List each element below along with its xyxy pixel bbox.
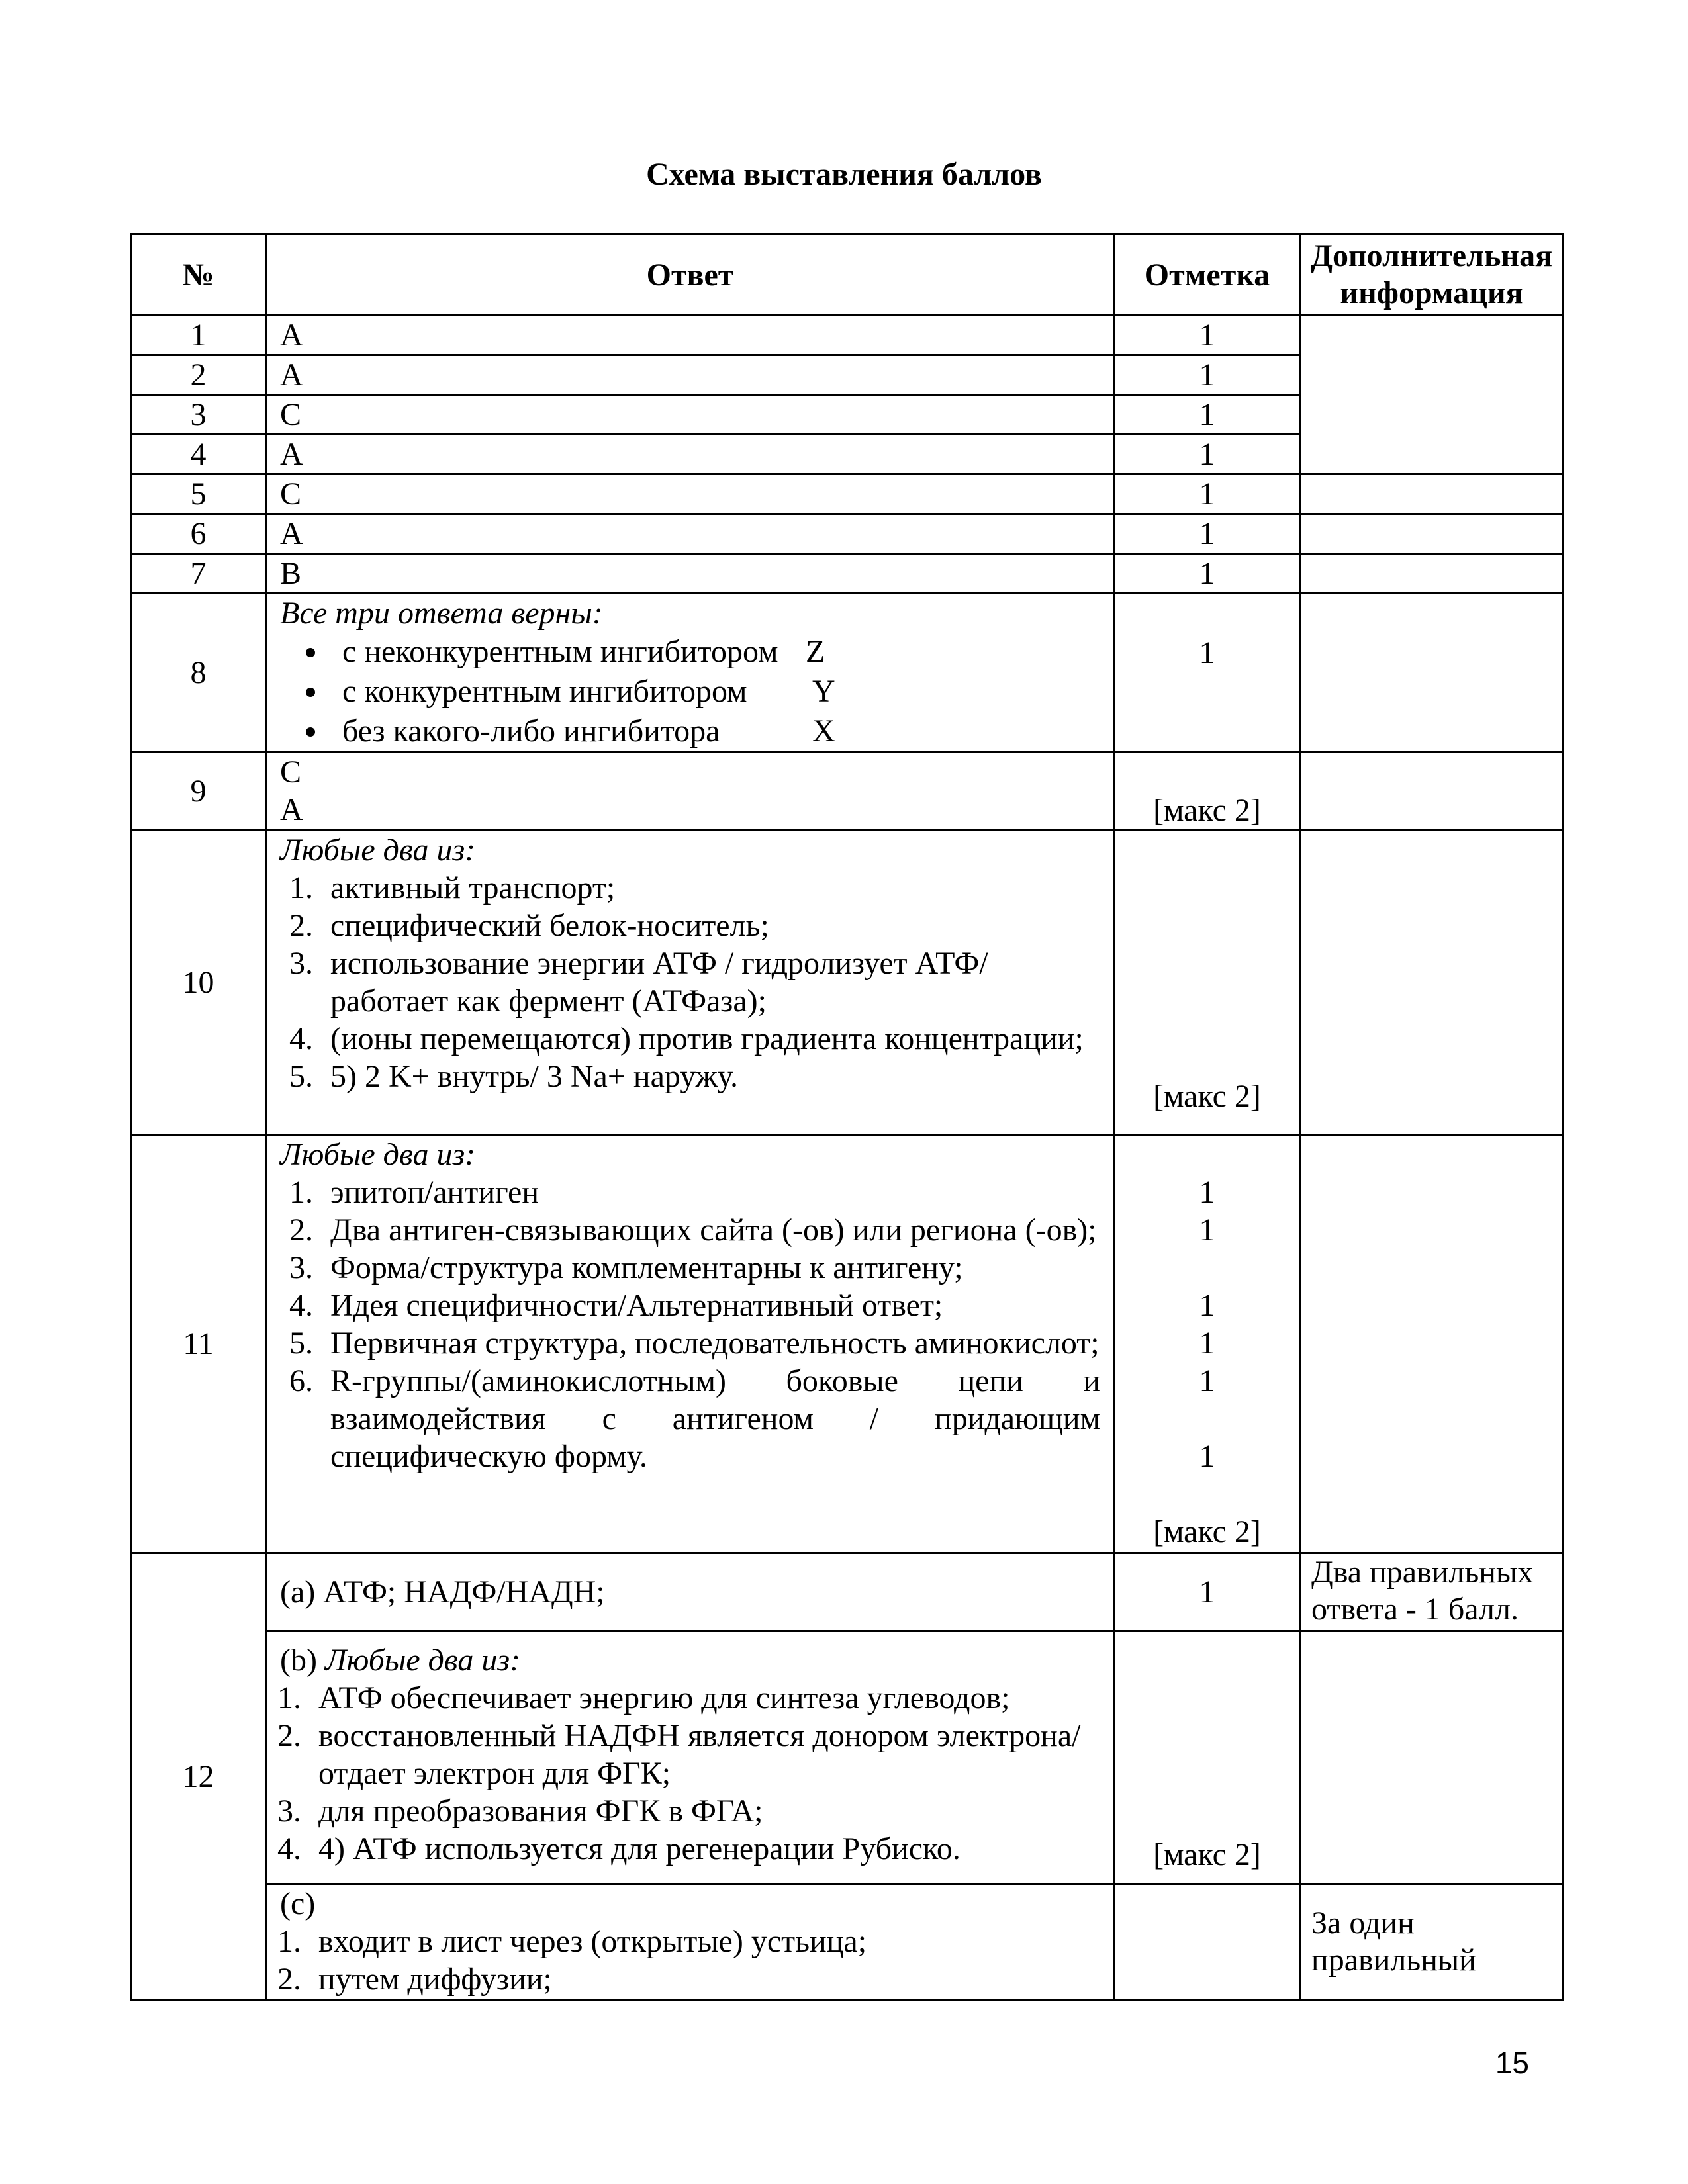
q9-line: A bbox=[280, 792, 303, 827]
q11-max: [макс 2] bbox=[1153, 1514, 1261, 1549]
list-item: 3. Форма/структура комплементарны к антигену; bbox=[321, 1249, 1100, 1287]
row-num: 5 bbox=[131, 475, 266, 514]
header-info: Дополнительная информация bbox=[1300, 234, 1564, 316]
row-info bbox=[1300, 554, 1564, 594]
q8-mark: 1 bbox=[1115, 594, 1300, 752]
q11-mark: 1 bbox=[1199, 1439, 1215, 1474]
q9-num: 9 bbox=[131, 752, 266, 831]
q10-list bbox=[280, 869, 1100, 1095]
row-answer: A bbox=[266, 435, 1115, 475]
q12c-mark bbox=[1115, 1884, 1300, 2001]
row-num: 1 bbox=[131, 316, 266, 355]
row-num: 6 bbox=[131, 514, 266, 554]
q11-mark-spacer bbox=[1115, 1136, 1299, 1173]
row-info bbox=[1300, 316, 1564, 475]
list-item: 1. активный транспорт; bbox=[321, 869, 1100, 907]
q12b-mark: [макс 2] bbox=[1115, 1631, 1300, 1884]
q11-mark: 1 bbox=[1199, 1212, 1215, 1248]
q8-num: 8 bbox=[131, 594, 266, 752]
q8-bullet-letter: Z bbox=[806, 634, 825, 669]
q12a-mark: 1 bbox=[1115, 1553, 1300, 1631]
row-mark: 1 bbox=[1115, 475, 1300, 514]
row-answer: C bbox=[266, 395, 1115, 435]
q12c-answer bbox=[266, 1884, 1115, 2001]
list-item: 5. Первичная структура, последовательность аминокислот; bbox=[321, 1324, 1100, 1362]
q8-bullet-letter: Y bbox=[812, 674, 835, 709]
list-item: 1. эпитоп/антиген bbox=[321, 1173, 1100, 1211]
q8-bullet-text: с конкурентным ингибитором bbox=[342, 674, 747, 709]
q8-answer bbox=[266, 594, 1115, 752]
table-row-q12b bbox=[131, 1631, 1564, 1884]
row-answer: B bbox=[266, 554, 1115, 594]
q12c-label: (c) bbox=[280, 1886, 316, 1921]
q12a-text: АТФ; НАДФ/НАДН; bbox=[323, 1574, 605, 1610]
list-item: 1. АТФ обеспечивает энергию для синтеза углеводов; bbox=[309, 1679, 1100, 1717]
q11-info bbox=[1300, 1135, 1564, 1553]
q11-marks bbox=[1115, 1135, 1300, 1553]
list-item bbox=[329, 632, 1100, 672]
q9-mark: [макс 2] bbox=[1115, 752, 1300, 831]
q11-mark: 1 bbox=[1199, 1363, 1215, 1398]
list-item bbox=[329, 711, 1100, 751]
q11-intro: Любые два из: bbox=[280, 1137, 476, 1172]
q11-list bbox=[280, 1173, 1100, 1475]
table-row bbox=[131, 475, 1564, 514]
list-item: 4. Идея специфичности/Альтернативный ответ; bbox=[321, 1287, 1100, 1324]
q11-mark-spacer bbox=[1115, 1475, 1299, 1513]
q9-info bbox=[1300, 752, 1564, 831]
q12b-head bbox=[280, 1641, 1100, 1679]
table-row-q12a bbox=[131, 1553, 1564, 1631]
list-item: 4. 4) АТФ используется для регенерации Рубиско. bbox=[309, 1830, 1100, 1868]
table-row-q9 bbox=[131, 752, 1564, 831]
header-mark: Отметка bbox=[1115, 234, 1300, 316]
row-mark: 1 bbox=[1115, 514, 1300, 554]
row-answer: A bbox=[266, 316, 1115, 355]
row-info bbox=[1300, 475, 1564, 514]
row-mark: 1 bbox=[1115, 435, 1300, 475]
q10-info bbox=[1300, 831, 1564, 1135]
list-item: 1. входит в лист через (открытые) устьица; bbox=[309, 1923, 1100, 1960]
table-row-q12c bbox=[131, 1884, 1564, 2001]
row-num: 7 bbox=[131, 554, 266, 594]
q12-num: 12 bbox=[131, 1553, 266, 2001]
q8-info bbox=[1300, 594, 1564, 752]
q10-num: 10 bbox=[131, 831, 266, 1135]
list-item: 3. использование энергии АТФ / гидролизует АТФ/ работает как фермент (АТФаза); bbox=[321, 944, 1100, 1020]
list-item bbox=[329, 672, 1100, 711]
q12b-info bbox=[1300, 1631, 1564, 1884]
row-num: 2 bbox=[131, 355, 266, 395]
table-row-q8 bbox=[131, 594, 1564, 752]
table-row bbox=[131, 514, 1564, 554]
row-answer: A bbox=[266, 355, 1115, 395]
q10-intro: Любые два из: bbox=[280, 833, 476, 868]
row-num: 4 bbox=[131, 435, 266, 475]
q10-mark: [макс 2] bbox=[1115, 831, 1300, 1135]
list-item: 3. для преобразования ФГК в ФГА; bbox=[309, 1792, 1100, 1830]
scoring-table bbox=[130, 233, 1564, 2001]
page-title: Схема выставления баллов bbox=[646, 157, 1042, 192]
table-row bbox=[131, 554, 1564, 594]
q9-line: C bbox=[280, 754, 302, 790]
q8-bullet-text: без какого-либо ингибитора bbox=[342, 713, 720, 749]
row-answer: A bbox=[266, 514, 1115, 554]
table-row-q10 bbox=[131, 831, 1564, 1135]
q8-bullet-letter: X bbox=[812, 713, 835, 749]
q12b-intro: Любые два из: bbox=[324, 1643, 521, 1678]
q11-mark: 1 bbox=[1199, 1175, 1215, 1210]
row-mark: 1 bbox=[1115, 355, 1300, 395]
q12a-info: Два правильных ответа - 1 балл. bbox=[1300, 1553, 1564, 1631]
header-num: № bbox=[131, 234, 266, 316]
q11-answer bbox=[266, 1135, 1115, 1553]
q11-mark: 1 bbox=[1199, 1326, 1215, 1361]
table-row bbox=[131, 316, 1564, 355]
list-item: 4. (ионы перемещаются) против градиента концентрации; bbox=[321, 1020, 1100, 1058]
table-header-row bbox=[131, 234, 1564, 316]
q12b-label: (b) bbox=[280, 1643, 317, 1678]
row-mark: 1 bbox=[1115, 554, 1300, 594]
q11-mark: 1 bbox=[1199, 1288, 1215, 1323]
header-answer: Ответ bbox=[266, 234, 1115, 316]
table-row-q11 bbox=[131, 1135, 1564, 1553]
list-item: 6. R-группы/(аминокислотным) боковые цепи и взаимодействия с антигеном / придающим специфическую форму. bbox=[321, 1362, 1100, 1475]
q11-mark-spacer bbox=[1115, 1400, 1299, 1437]
q8-bullet-list bbox=[280, 632, 1100, 751]
row-info bbox=[1300, 514, 1564, 554]
q8-bullet-text: с неконкурентным ингибитором bbox=[342, 634, 778, 669]
list-item: 5. 5) 2 K+ внутрь/ 3 Na+ наружу. bbox=[321, 1058, 1100, 1095]
list-item: 2. восстановленный НАДФН является донором электрона/отдает электрон для ФГК; bbox=[309, 1717, 1100, 1792]
q8-intro: Все три ответа верны: bbox=[280, 596, 603, 631]
q11-num: 11 bbox=[131, 1135, 266, 1553]
q12b-answer bbox=[266, 1631, 1115, 1884]
row-mark: 1 bbox=[1115, 316, 1300, 355]
q12a-answer bbox=[266, 1553, 1115, 1631]
q10-answer bbox=[266, 831, 1115, 1135]
row-answer: C bbox=[266, 475, 1115, 514]
list-item: 2. специфический белок-носитель; bbox=[321, 907, 1100, 944]
q12c-list bbox=[280, 1923, 1100, 1998]
q9-answer bbox=[266, 752, 1115, 831]
q11-mark-spacer bbox=[1115, 1249, 1299, 1287]
q12b-list bbox=[280, 1679, 1100, 1868]
list-item: 2. путем диффузии; bbox=[309, 1960, 1100, 1998]
list-item: 2. Два антиген-связывающих сайта (-ов) или региона (-ов); bbox=[321, 1211, 1100, 1249]
row-num: 3 bbox=[131, 395, 266, 435]
page-number: 15 bbox=[1495, 2046, 1529, 2080]
q12c-info: За один правильный bbox=[1300, 1884, 1564, 2001]
row-mark: 1 bbox=[1115, 395, 1300, 435]
q12a-label: (a) bbox=[280, 1574, 316, 1610]
